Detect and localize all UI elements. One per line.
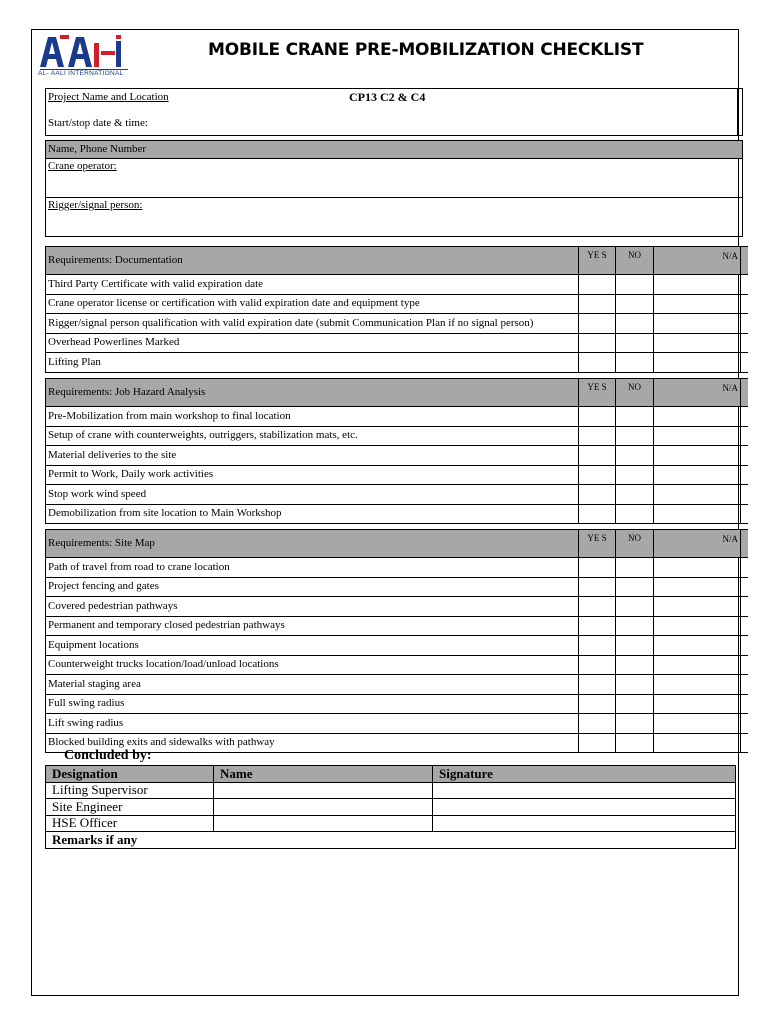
name-cell[interactable] bbox=[214, 815, 433, 832]
yes-column-header: YE S bbox=[579, 530, 616, 558]
checklist-row bbox=[46, 314, 749, 334]
no-cell[interactable] bbox=[616, 465, 654, 485]
designation-cell: Lifting Supervisor bbox=[46, 782, 214, 799]
no-cell[interactable] bbox=[616, 558, 654, 578]
checklist-row bbox=[46, 504, 749, 524]
checklist-item: Permit to Work, Daily work activities bbox=[46, 465, 579, 485]
yes-cell[interactable] bbox=[579, 636, 616, 656]
no-cell[interactable] bbox=[616, 294, 654, 314]
yes-cell[interactable] bbox=[579, 616, 616, 636]
signature-cell[interactable] bbox=[433, 799, 736, 816]
checklist-item: Full swing radius bbox=[46, 694, 579, 714]
checklist-row bbox=[46, 446, 749, 466]
checklist-row bbox=[46, 636, 749, 656]
na-cell[interactable] bbox=[654, 558, 741, 578]
documentation-table bbox=[45, 246, 748, 373]
yes-cell[interactable] bbox=[579, 446, 616, 466]
checklist-item: Counterweight trucks location/load/unload locations bbox=[46, 655, 579, 675]
checklist-row bbox=[46, 407, 749, 427]
na-cell[interactable] bbox=[654, 597, 741, 617]
na-cell[interactable] bbox=[654, 577, 741, 597]
yes-cell[interactable] bbox=[579, 407, 616, 427]
checklist-item: Pre-Mobilization from main workshop to final location bbox=[46, 407, 579, 427]
name-header: Name bbox=[214, 766, 433, 783]
na-cell[interactable] bbox=[654, 694, 741, 714]
no-cell[interactable] bbox=[616, 733, 654, 753]
section-header: Requirements: Documentation bbox=[46, 247, 579, 275]
checklist-row bbox=[46, 655, 749, 675]
na-cell[interactable] bbox=[654, 504, 741, 524]
site-map-table bbox=[45, 529, 748, 753]
checklist-item: Setup of crane with counterweights, outriggers, stabilization mats, etc. bbox=[46, 426, 579, 446]
project-box bbox=[45, 88, 738, 136]
section-header: Requirements: Job Hazard Analysis bbox=[46, 379, 579, 407]
checklist-row bbox=[46, 465, 749, 485]
concluded-by-table bbox=[45, 765, 736, 849]
checklist-row bbox=[46, 485, 749, 505]
checklist-item: Equipment locations bbox=[46, 636, 579, 656]
signature-cell[interactable] bbox=[433, 782, 736, 799]
no-cell[interactable] bbox=[616, 504, 654, 524]
yes-cell[interactable] bbox=[579, 675, 616, 695]
no-cell[interactable] bbox=[616, 333, 654, 353]
job-hazard-analysis-table bbox=[45, 378, 748, 524]
checklist-row bbox=[46, 577, 749, 597]
name-cell[interactable] bbox=[214, 799, 433, 816]
checklist-item: Third Party Certificate with valid expiration date bbox=[46, 275, 579, 295]
na-cell[interactable] bbox=[654, 446, 741, 466]
checklist-row bbox=[46, 597, 749, 617]
checklist-item: Stop work wind speed bbox=[46, 485, 579, 505]
table-row bbox=[46, 815, 736, 832]
remarks-row bbox=[46, 832, 736, 849]
na-cell[interactable] bbox=[654, 407, 741, 427]
designation-cell: HSE Officer bbox=[46, 815, 214, 832]
rigger-box bbox=[45, 197, 743, 237]
na-cell[interactable] bbox=[654, 314, 741, 334]
checklist-row bbox=[46, 294, 749, 314]
na-column-header: N/A bbox=[654, 530, 741, 558]
no-cell[interactable] bbox=[616, 446, 654, 466]
checklist-row bbox=[46, 714, 749, 734]
no-column-header: NO bbox=[616, 530, 654, 558]
checklist-row bbox=[46, 426, 749, 446]
checklist-item: Lift swing radius bbox=[46, 714, 579, 734]
checklist-row bbox=[46, 675, 749, 695]
checklist-row bbox=[46, 353, 749, 373]
checklist-item: Material staging area bbox=[46, 675, 579, 695]
table-row bbox=[46, 799, 736, 816]
yes-cell[interactable] bbox=[579, 733, 616, 753]
na-cell[interactable] bbox=[654, 655, 741, 675]
yes-cell[interactable] bbox=[579, 714, 616, 734]
page-title: MOBILE CRANE PRE-MOBILIZATION CHECKLIST bbox=[208, 40, 644, 60]
checklist-row bbox=[46, 275, 749, 295]
no-cell[interactable] bbox=[616, 353, 654, 373]
yes-cell[interactable] bbox=[579, 558, 616, 578]
contacts-header bbox=[45, 140, 743, 159]
yes-cell[interactable] bbox=[579, 465, 616, 485]
no-cell[interactable] bbox=[616, 655, 654, 675]
na-cell[interactable] bbox=[654, 353, 741, 373]
no-cell[interactable] bbox=[616, 485, 654, 505]
checklist-item: Overhead Powerlines Marked bbox=[46, 333, 579, 353]
project-name-value: CP13 C2 & C4 bbox=[349, 90, 426, 104]
na-cell[interactable] bbox=[654, 733, 741, 753]
na-cell[interactable] bbox=[654, 426, 741, 446]
name-cell[interactable] bbox=[214, 782, 433, 799]
no-cell[interactable] bbox=[616, 577, 654, 597]
checklist-item: Lifting Plan bbox=[46, 353, 579, 373]
checklist-item: Blocked building exits and sidewalks with pathway bbox=[46, 733, 579, 753]
yes-cell[interactable] bbox=[579, 655, 616, 675]
signature-cell[interactable] bbox=[433, 815, 736, 832]
checklist-row bbox=[46, 694, 749, 714]
yes-cell[interactable] bbox=[579, 426, 616, 446]
no-cell[interactable] bbox=[616, 694, 654, 714]
no-cell[interactable] bbox=[616, 675, 654, 695]
yes-cell[interactable] bbox=[579, 504, 616, 524]
checklist-item: Project fencing and gates bbox=[46, 577, 579, 597]
yes-cell[interactable] bbox=[579, 353, 616, 373]
checklist-item: Material deliveries to the site bbox=[46, 446, 579, 466]
na-cell[interactable] bbox=[654, 675, 741, 695]
no-column-header: NO bbox=[616, 379, 654, 407]
designation-cell: Site Engineer bbox=[46, 799, 214, 816]
no-column-header: NO bbox=[616, 247, 654, 275]
checklist-item: Covered pedestrian pathways bbox=[46, 597, 579, 617]
yes-cell[interactable] bbox=[579, 694, 616, 714]
no-cell[interactable] bbox=[616, 597, 654, 617]
section-header: Requirements: Site Map bbox=[46, 530, 579, 558]
designation-header: Designation bbox=[46, 766, 214, 783]
project-name-label: Project Name and Location bbox=[48, 91, 169, 103]
yes-column-header: YE S bbox=[579, 379, 616, 407]
checklist-item: Crane operator license or certification with valid expiration date and equipment type bbox=[46, 294, 579, 314]
na-column-header: N/A bbox=[654, 247, 741, 275]
signature-header: Signature bbox=[433, 766, 736, 783]
no-cell[interactable] bbox=[616, 636, 654, 656]
checklist-item: Rigger/signal person qualification with valid expiration date (submit Communication Plan if no signal person) bbox=[46, 314, 579, 334]
checklist-item: Permanent and temporary closed pedestrian pathways bbox=[46, 616, 579, 636]
yes-cell[interactable] bbox=[579, 333, 616, 353]
checklist-row bbox=[46, 558, 749, 578]
yes-cell[interactable] bbox=[579, 577, 616, 597]
no-cell[interactable] bbox=[616, 616, 654, 636]
concluded-by-label: Concluded by: bbox=[64, 748, 152, 763]
no-cell[interactable] bbox=[616, 314, 654, 334]
project-box-edge bbox=[737, 88, 743, 136]
remarks-label[interactable]: Remarks if any bbox=[46, 832, 736, 849]
no-cell[interactable] bbox=[616, 426, 654, 446]
start-stop-date-label: Start/stop date & time: bbox=[48, 117, 148, 129]
yes-cell[interactable] bbox=[579, 314, 616, 334]
rigger-label: Rigger/signal person: bbox=[48, 199, 143, 211]
na-cell[interactable] bbox=[654, 333, 741, 353]
crane-operator-label: Crane operator: bbox=[48, 160, 117, 172]
na-cell[interactable] bbox=[654, 294, 741, 314]
yes-cell[interactable] bbox=[579, 597, 616, 617]
no-cell[interactable] bbox=[616, 275, 654, 295]
yes-cell[interactable] bbox=[579, 294, 616, 314]
table-row bbox=[46, 782, 736, 799]
checklist-row bbox=[46, 616, 749, 636]
no-cell[interactable] bbox=[616, 407, 654, 427]
na-cell[interactable] bbox=[654, 465, 741, 485]
logo-subtitle: AL- AALI INTERNATIONAL bbox=[38, 70, 124, 77]
no-cell[interactable] bbox=[616, 714, 654, 734]
checklist-row bbox=[46, 333, 749, 353]
na-cell[interactable] bbox=[654, 636, 741, 656]
crane-operator-box bbox=[45, 158, 743, 198]
yes-column-header: YE S bbox=[579, 247, 616, 275]
checklist-item: Demobilization from site location to Main Workshop bbox=[46, 504, 579, 524]
na-cell[interactable] bbox=[654, 616, 741, 636]
na-column-header: N/A bbox=[654, 379, 741, 407]
na-cell[interactable] bbox=[654, 275, 741, 295]
na-cell[interactable] bbox=[654, 714, 741, 734]
na-cell[interactable] bbox=[654, 485, 741, 505]
contacts-header-label: Name, Phone Number bbox=[48, 143, 147, 155]
checklist-item: Path of travel from road to crane location bbox=[46, 558, 579, 578]
yes-cell[interactable] bbox=[579, 275, 616, 295]
yes-cell[interactable] bbox=[579, 485, 616, 505]
